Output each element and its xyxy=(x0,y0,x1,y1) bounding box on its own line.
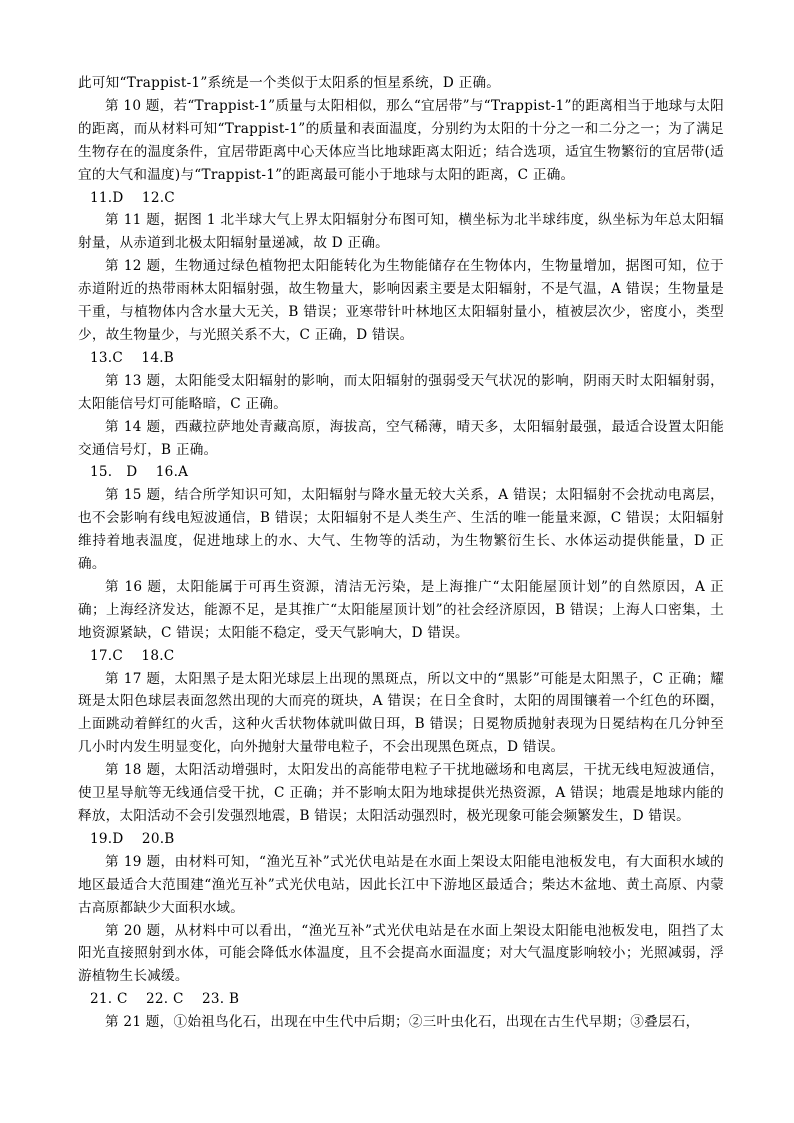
paragraph: 第 10 题，若“Trappist-1”质量与太阳相似，那么“宜居带”与“Trappist-1”的距离相当于地球与太阳的距离，而从材料可知“Trappist-1”的质量和表面温度，分别约为太阳的十分之一和二分之一；为了满足生物存在的温度条件，宜居带距离中心天体应当比地球距离太阳近；结合选项，适宜生物繁衍的宜居带(适宜的大气和温度)与“Trappist-1”的距离最可能小于地球与太阳的距离，C 正确。 xyxy=(78,97,724,183)
paragraph: 第 19 题，由材料可知，“渔光互补”式光伏电站是在水面上架设太阳能电池板发电，有大面积水域的地区最适合大范围建“渔光互补”式光伏电站，因此长江中下游地区最适合；柴达木盆地、黄土高原、内蒙古高原都缺少大面积水域。 xyxy=(78,853,724,916)
answer-line: 15. D 16.A xyxy=(90,464,189,481)
paragraph: 第 17 题，太阳黑子是太阳光球层上出现的黑斑点，所以文中的“黑影”可能是太阳黑子，C 正确；耀斑是太阳色球层表面忽然出现的大而亮的斑块，A 错误；在日全食时，太阳的周围镶着一个红色的环圈，上面跳动着鲜红的火舌，这种火舌状物体就叫做日珥，B 错误；日冕物质抛射表现为日冕结构在几分钟至几小时内发生明显变化，向外抛射大量带电粒子，不会出现黑色斑点，D 错误。 xyxy=(78,670,724,756)
paragraph: 第 13 题，太阳能受太阳辐射的影响，而太阳辐射的强弱受天气状况的影响，阴雨天时太阳辐射弱，太阳能信号灯可能略暗，C 正确。 xyxy=(78,372,724,412)
paragraph: 第 12 题，生物通过绿色植物把太阳能转化为生物能储存在生物体内，生物量增加，据图可知，位于赤道附近的热带雨林太阳辐射强，故生物量大，影响因素主要是太阳辐射，不是气温，A 错误；生物量是干重，与植物体内含水量大无关，B 错误；亚寒带针叶林地区太阳辐射量小，植被层次少，密度小，类型少，故生物量少，与光照关系不大，C 正确，D 错误。 xyxy=(78,258,724,343)
paragraph: 第 11 题，据图 1 北半球大气上界太阳辐射分布图可知，横坐标为北半球纬度，纵坐标为年总太阳辐射量，从赤道到北极太阳辐射量递减，故 D 正确。 xyxy=(78,212,724,252)
paragraph: 第 14 题，西藏拉萨地处青藏高原，海拔高，空气稀薄，晴天多，太阳辐射最强，最适合设置太阳能交通信号灯，B 正确。 xyxy=(78,418,724,458)
answer-line: 11.D 12.C xyxy=(90,189,175,206)
paragraph: 第 18 题，太阳活动增强时，太阳发出的高能带电粒子干扰地磁场和电离层，干扰无线电短波通信，使卫星导航等无线通信受干扰，C 正确；并不影响太阳为地球提供光热资源，A 错误；地震是地球内能的释放，太阳活动不会引发强烈地震，B 错误；太阳活动强烈时，极光现象可能会频繁发生，D 错误。 xyxy=(78,762,724,824)
answer-explanation-text xyxy=(78,72,724,1034)
answer-line: 21. C 22. C 23. B xyxy=(90,991,240,1008)
paragraph: 第 15 题，结合所学知识可知，太阳辐射与降水量无较大关系，A 错误；太阳辐射不会扰动电离层，也不会影响有线电短波通信，B 错误；太阳辐射不是人类生产、生活的唯一能量来源，C 错误；太阳辐射维持着地表温度，促进地球上的水、大气、生物等的活动，为生物繁衍生长、水体运动提供能量，D 正确。 xyxy=(78,487,724,573)
answer-line: 13.C 14.B xyxy=(90,349,175,366)
answer-line: 17.C 18.C xyxy=(90,647,175,664)
paragraph: 第 21 题，①始祖鸟化石，出现在中生代中后期；②三叶虫化石，出现在古生代早期；③叠层石， xyxy=(105,1014,700,1031)
paragraph: 第 16 题，太阳能属于可再生资源，清洁无污染，是上海推广“太阳能屋顶计划”的自然原因，A 正确；上海经济发达，能源不足，是其推广“太阳能屋顶计划”的社会经济原因，B 错误；上海人口密集，土地资源紧缺，C 错误；太阳能不稳定，受天气影响大，D 错误。 xyxy=(78,578,724,641)
paragraph: 第 20 题，从材料中可以看出，“渔光互补”式光伏电站是在水面上架设太阳能电池板发电，阻挡了太阳光直接照射到水体，可能会降低水体温度，且不会提高水面温度；对大气温度影响较小；光照减弱，浮游植物生长减缓。 xyxy=(78,922,724,985)
paragraph: 此可知“Trappist-1”系统是一个类似于太阳系的恒星系统，D 正确。 xyxy=(78,75,501,91)
answer-line: 19.D 20.B xyxy=(90,830,175,847)
